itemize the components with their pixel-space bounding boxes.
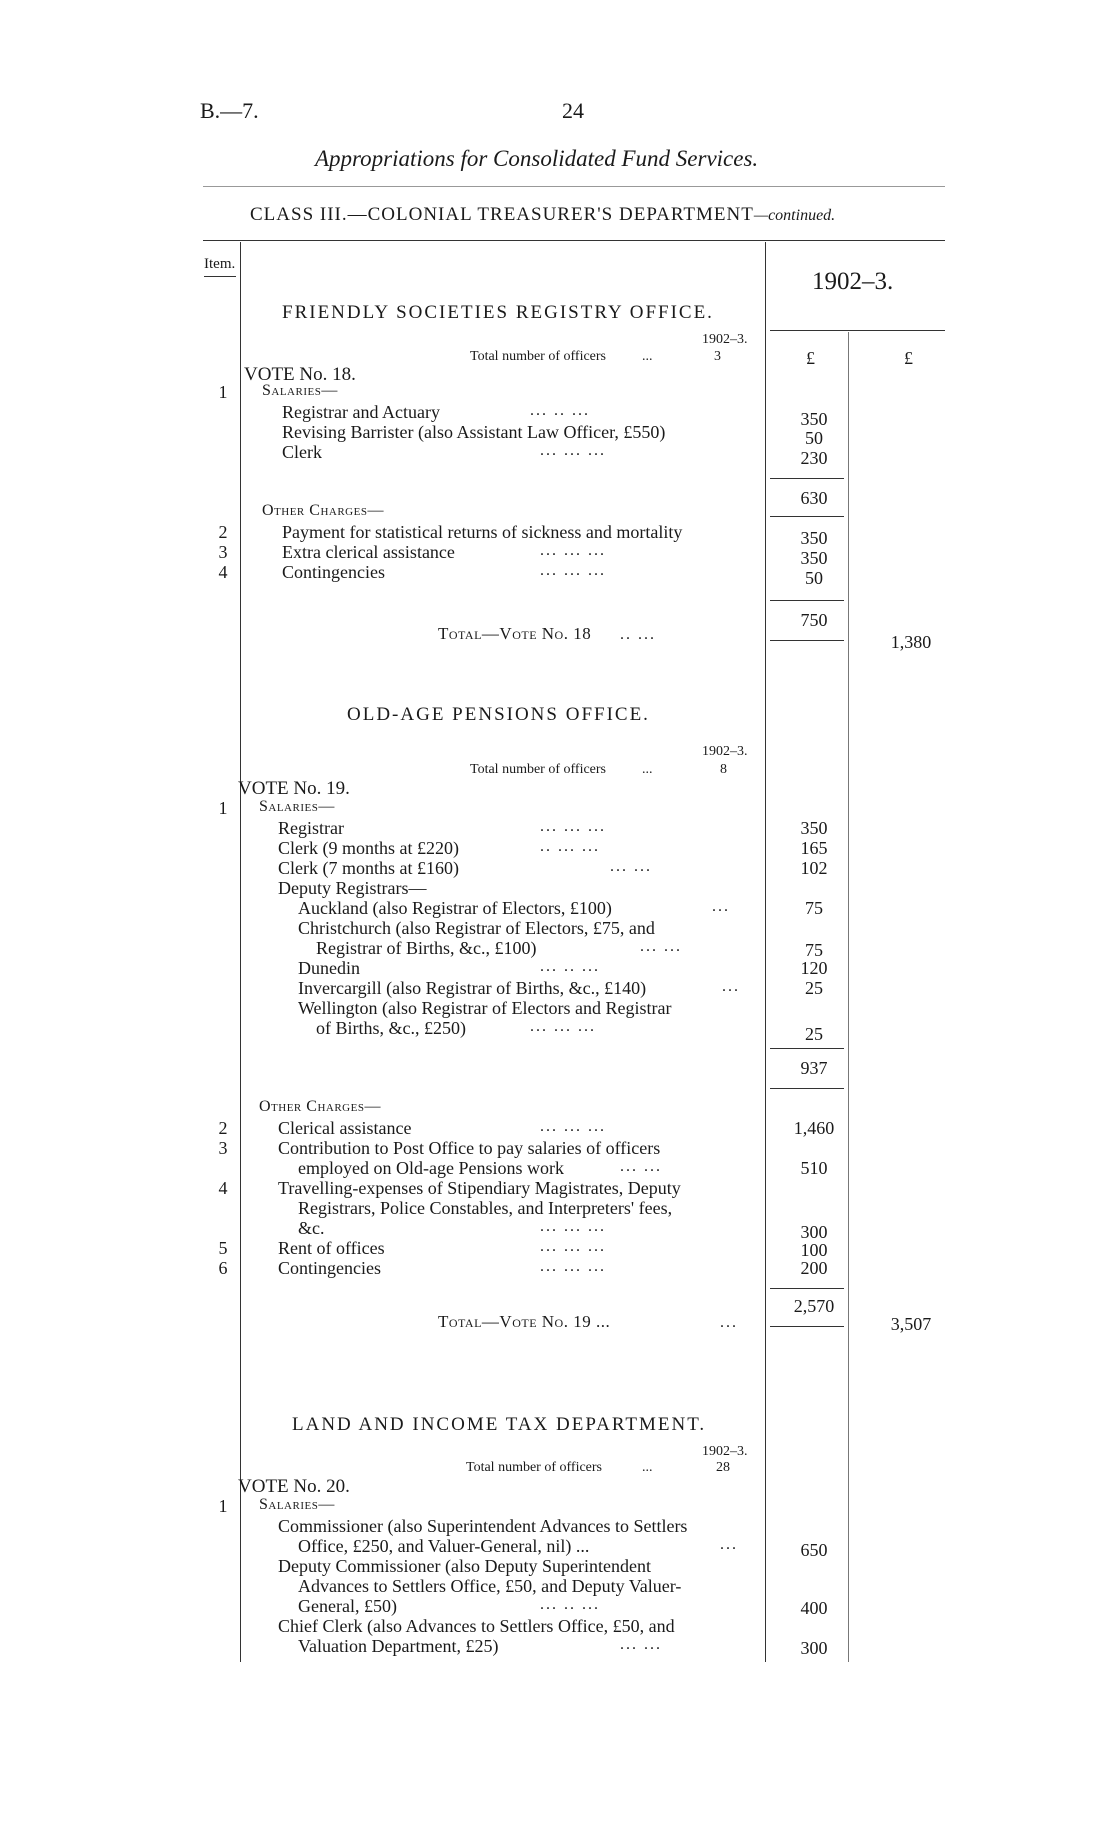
charge-line-dots: ... ... ... (540, 542, 606, 559)
officers-label-20: Total number of officers (466, 1460, 602, 1475)
salary-line-label: Revising Barrister (also Assistant Law Officer, £550) (282, 422, 666, 442)
item-number: 1 (218, 798, 228, 818)
charge-line-label: Contribution to Post Office to pay salaries of officers (278, 1138, 661, 1158)
officers-count-19: 8 (720, 762, 727, 777)
charge-line-label: Contingencies (278, 1258, 381, 1278)
vote-20-heading: VOTE No. 20. (238, 1476, 350, 1497)
salary-line-label: Dunedin (298, 958, 360, 978)
salary-line-label: Advances to Settlers Office, £50, and Deputy Valuer- (298, 1576, 682, 1596)
subtotal-rule (770, 1088, 844, 1089)
salary-line-dots: ... ... (640, 938, 682, 955)
salary-line-dots: ... ... ... (530, 1018, 596, 1035)
salary-line-dots: .. ... ... (540, 838, 600, 855)
subtotal-rule (770, 640, 844, 641)
salary-line-dots: ... ... ... (540, 818, 606, 835)
salary-line-label: General, £50) (298, 1596, 397, 1616)
currency-symbol-1: £ (806, 348, 815, 368)
charge-line-amount: 350 (800, 528, 828, 548)
salary-line-dots: ... .. ... (540, 1596, 600, 1613)
item-column-label: Item. (204, 256, 236, 272)
item-number: 4 (218, 1178, 228, 1198)
charge-line-dots: ... ... ... (540, 562, 606, 579)
salaries-label-18: Salaries— (262, 382, 338, 399)
salary-line-dots: ... .. ... (530, 402, 590, 419)
salaries-subtotal-18: 630 (800, 488, 828, 508)
item-number: 1 (218, 1496, 228, 1516)
officers-year-19: 1902–3. (702, 744, 748, 759)
officers-count-20: 28 (716, 1460, 730, 1475)
salary-line-amount: 75 (805, 940, 823, 960)
section-heading-friendly: FRIENDLY SOCIETIES REGISTRY OFFICE. (282, 302, 714, 323)
item-number: 4 (218, 562, 228, 582)
charge-line-dots: ... ... ... (540, 1218, 606, 1235)
salary-line-label: Clerk (282, 442, 322, 462)
salary-line-amount: 650 (800, 1540, 828, 1560)
salary-line-label: Chief Clerk (also Advances to Settlers Office, £50, and (278, 1616, 675, 1636)
vote-18-heading: VOTE No. 18. (244, 364, 356, 385)
salary-line-label: Auckland (also Registrar of Electors, £100) (298, 898, 612, 918)
charge-line-label: &c. (298, 1218, 325, 1238)
charge-line-amount: 100 (800, 1240, 828, 1260)
vote-19-total-label: Total—Vote No. 19 ... (438, 1312, 611, 1331)
charge-line-dots: ... ... ... (540, 1238, 606, 1255)
salary-line-amount: 400 (800, 1598, 828, 1618)
section-heading-landtax: LAND AND INCOME TAX DEPARTMENT. (292, 1414, 707, 1435)
page-number: 24 (562, 98, 584, 123)
currency-symbol-2: £ (904, 348, 913, 368)
charge-line-label: Travelling-expenses of Stipendiary Magistrates, Deputy (278, 1178, 681, 1198)
item-number: 3 (218, 542, 228, 562)
charges-subtotal-19: 2,570 (793, 1296, 835, 1316)
item-number: 1 (218, 382, 228, 402)
salary-line-label: Deputy Commissioner (also Deputy Superintendent (278, 1556, 651, 1576)
salary-line-label: Office, £250, and Valuer-General, nil) ... (298, 1536, 590, 1556)
salary-line-label: Commissioner (also Superintendent Advances to Settlers (278, 1516, 688, 1536)
charge-line-label: employed on Old-age Pensions work (298, 1158, 564, 1178)
salary-line-label: Christchurch (also Registrar of Electors, £75, and (298, 918, 655, 938)
salary-line-amount: 300 (800, 1638, 828, 1658)
subtotal-rule (770, 516, 844, 517)
salary-line-amount: 50 (805, 428, 823, 448)
salary-line-dots: ... ... (610, 858, 652, 875)
year-header: 1902–3. (812, 268, 894, 295)
salary-line-dots: ... (720, 1536, 738, 1553)
salary-line-label: Clerk (9 months at £220) (278, 838, 459, 858)
item-column-divider (240, 242, 241, 1662)
vote-18-total-amount: 1,380 (890, 632, 932, 652)
charge-line-label: Payment for statistical returns of sickness and mortality (282, 522, 683, 542)
subtotal-rule (770, 478, 844, 479)
charge-line-label: Clerical assistance (278, 1118, 412, 1138)
salary-line-label: Registrar and Actuary (282, 402, 440, 422)
charge-line-label: Rent of offices (278, 1238, 385, 1258)
item-number: 5 (218, 1238, 228, 1258)
charge-line-dots: ... ... (620, 1158, 662, 1175)
charge-line-amount: 300 (800, 1222, 828, 1242)
salaries-label-20: Salaries— (259, 1496, 335, 1513)
item-number: 3 (218, 1138, 228, 1158)
officers-dots-19: ... (642, 762, 653, 777)
salary-line-amount: 25 (805, 1024, 823, 1044)
officers-year-20: 1902–3. (702, 1444, 748, 1459)
charge-line-amount: 200 (800, 1258, 828, 1278)
salary-line-amount: 350 (800, 818, 828, 838)
vote-18-total-dots: .. ... (620, 626, 656, 643)
charge-line-amount: 350 (800, 548, 828, 568)
salary-line-dots: ... (722, 978, 740, 995)
year-header-rule (770, 330, 945, 331)
item-label-rule (204, 276, 236, 277)
officers-dots-20: ... (642, 1460, 653, 1475)
salaries-label-19: Salaries— (259, 798, 335, 815)
salary-line-label: Registrar of Births, &c., £100) (316, 938, 537, 958)
salary-line-label: Valuation Department, £25) (298, 1636, 499, 1656)
section-heading-oldage: OLD-AGE PENSIONS OFFICE. (347, 704, 650, 725)
vote-19-total-dots: ... (720, 1314, 738, 1331)
charge-line-label: Contingencies (282, 562, 385, 582)
charge-line-amount: 510 (800, 1158, 828, 1178)
officers-dots-18: ... (642, 349, 653, 364)
subtotal-rule (770, 1288, 844, 1289)
salary-line-amount: 120 (800, 958, 828, 978)
salary-line-label: Registrar (278, 818, 344, 838)
charge-line-label: Extra clerical assistance (282, 542, 455, 562)
salary-line-amount: 230 (800, 448, 828, 468)
subtotal-rule (770, 600, 844, 601)
vote-19-total-amount: 3,507 (890, 1314, 932, 1334)
other-charges-label-18: Other Charges— (262, 502, 384, 519)
class-heading (250, 204, 835, 226)
charge-line-amount: 50 (805, 568, 823, 588)
officers-label-19: Total number of officers (470, 762, 606, 777)
officers-year-18: 1902–3. (702, 332, 748, 347)
amount-column-divider (765, 242, 766, 1662)
salary-line-label: Deputy Registrars— (278, 878, 427, 898)
salary-line-dots: ... ... ... (540, 442, 606, 459)
officers-label-18: Total number of officers (470, 349, 606, 364)
charges-subtotal-18: 750 (800, 610, 828, 630)
salary-line-dots: ... ... (620, 1636, 662, 1653)
salary-line-amount: 25 (805, 978, 823, 998)
class-heading-continued: —continued. (753, 207, 836, 224)
salary-line-label: Invercargill (also Registrar of Births, &c., £140) (298, 978, 647, 998)
officers-count-18: 3 (714, 349, 721, 364)
vote-19-heading: VOTE No. 19. (238, 778, 350, 799)
salary-line-label: of Births, &c., £250) (316, 1018, 466, 1038)
charge-line-label: Registrars, Police Constables, and Interpreters' fees, (298, 1198, 673, 1218)
subtotal-rule (770, 1048, 844, 1049)
charge-line-amount: 1,460 (793, 1118, 835, 1138)
item-number: 2 (218, 522, 228, 542)
document-reference: B.—7. (200, 98, 259, 123)
salary-line-label: Clerk (7 months at £160) (278, 858, 459, 878)
salary-line-amount: 102 (800, 858, 828, 878)
charge-line-dots: ... ... ... (540, 1118, 606, 1135)
item-number: 2 (218, 1118, 228, 1138)
table-top-rule (203, 240, 945, 241)
subtotal-rule (770, 1326, 844, 1327)
salary-line-amount: 165 (800, 838, 828, 858)
salary-line-amount: 75 (805, 898, 823, 918)
salary-line-amount: 350 (800, 409, 828, 429)
item-number: 6 (218, 1258, 228, 1278)
salary-line-dots: ... .. ... (540, 958, 600, 975)
title-rule (203, 186, 945, 187)
charge-line-dots: ... ... ... (540, 1258, 606, 1275)
salaries-subtotal-19: 937 (800, 1058, 828, 1078)
other-charges-label-19: Other Charges— (259, 1098, 381, 1115)
class-heading-text: CLASS III.—COLONIAL TREASURER'S DEPARTMENT (250, 204, 754, 225)
vote-18-total-label: Total—Vote No. 18 (438, 624, 592, 643)
salary-line-label: Wellington (also Registrar of Electors and Registrar (298, 998, 672, 1018)
salary-line-dots: ... (712, 898, 730, 915)
page-title: Appropriations for Consolidated Fund Services. (315, 146, 759, 171)
